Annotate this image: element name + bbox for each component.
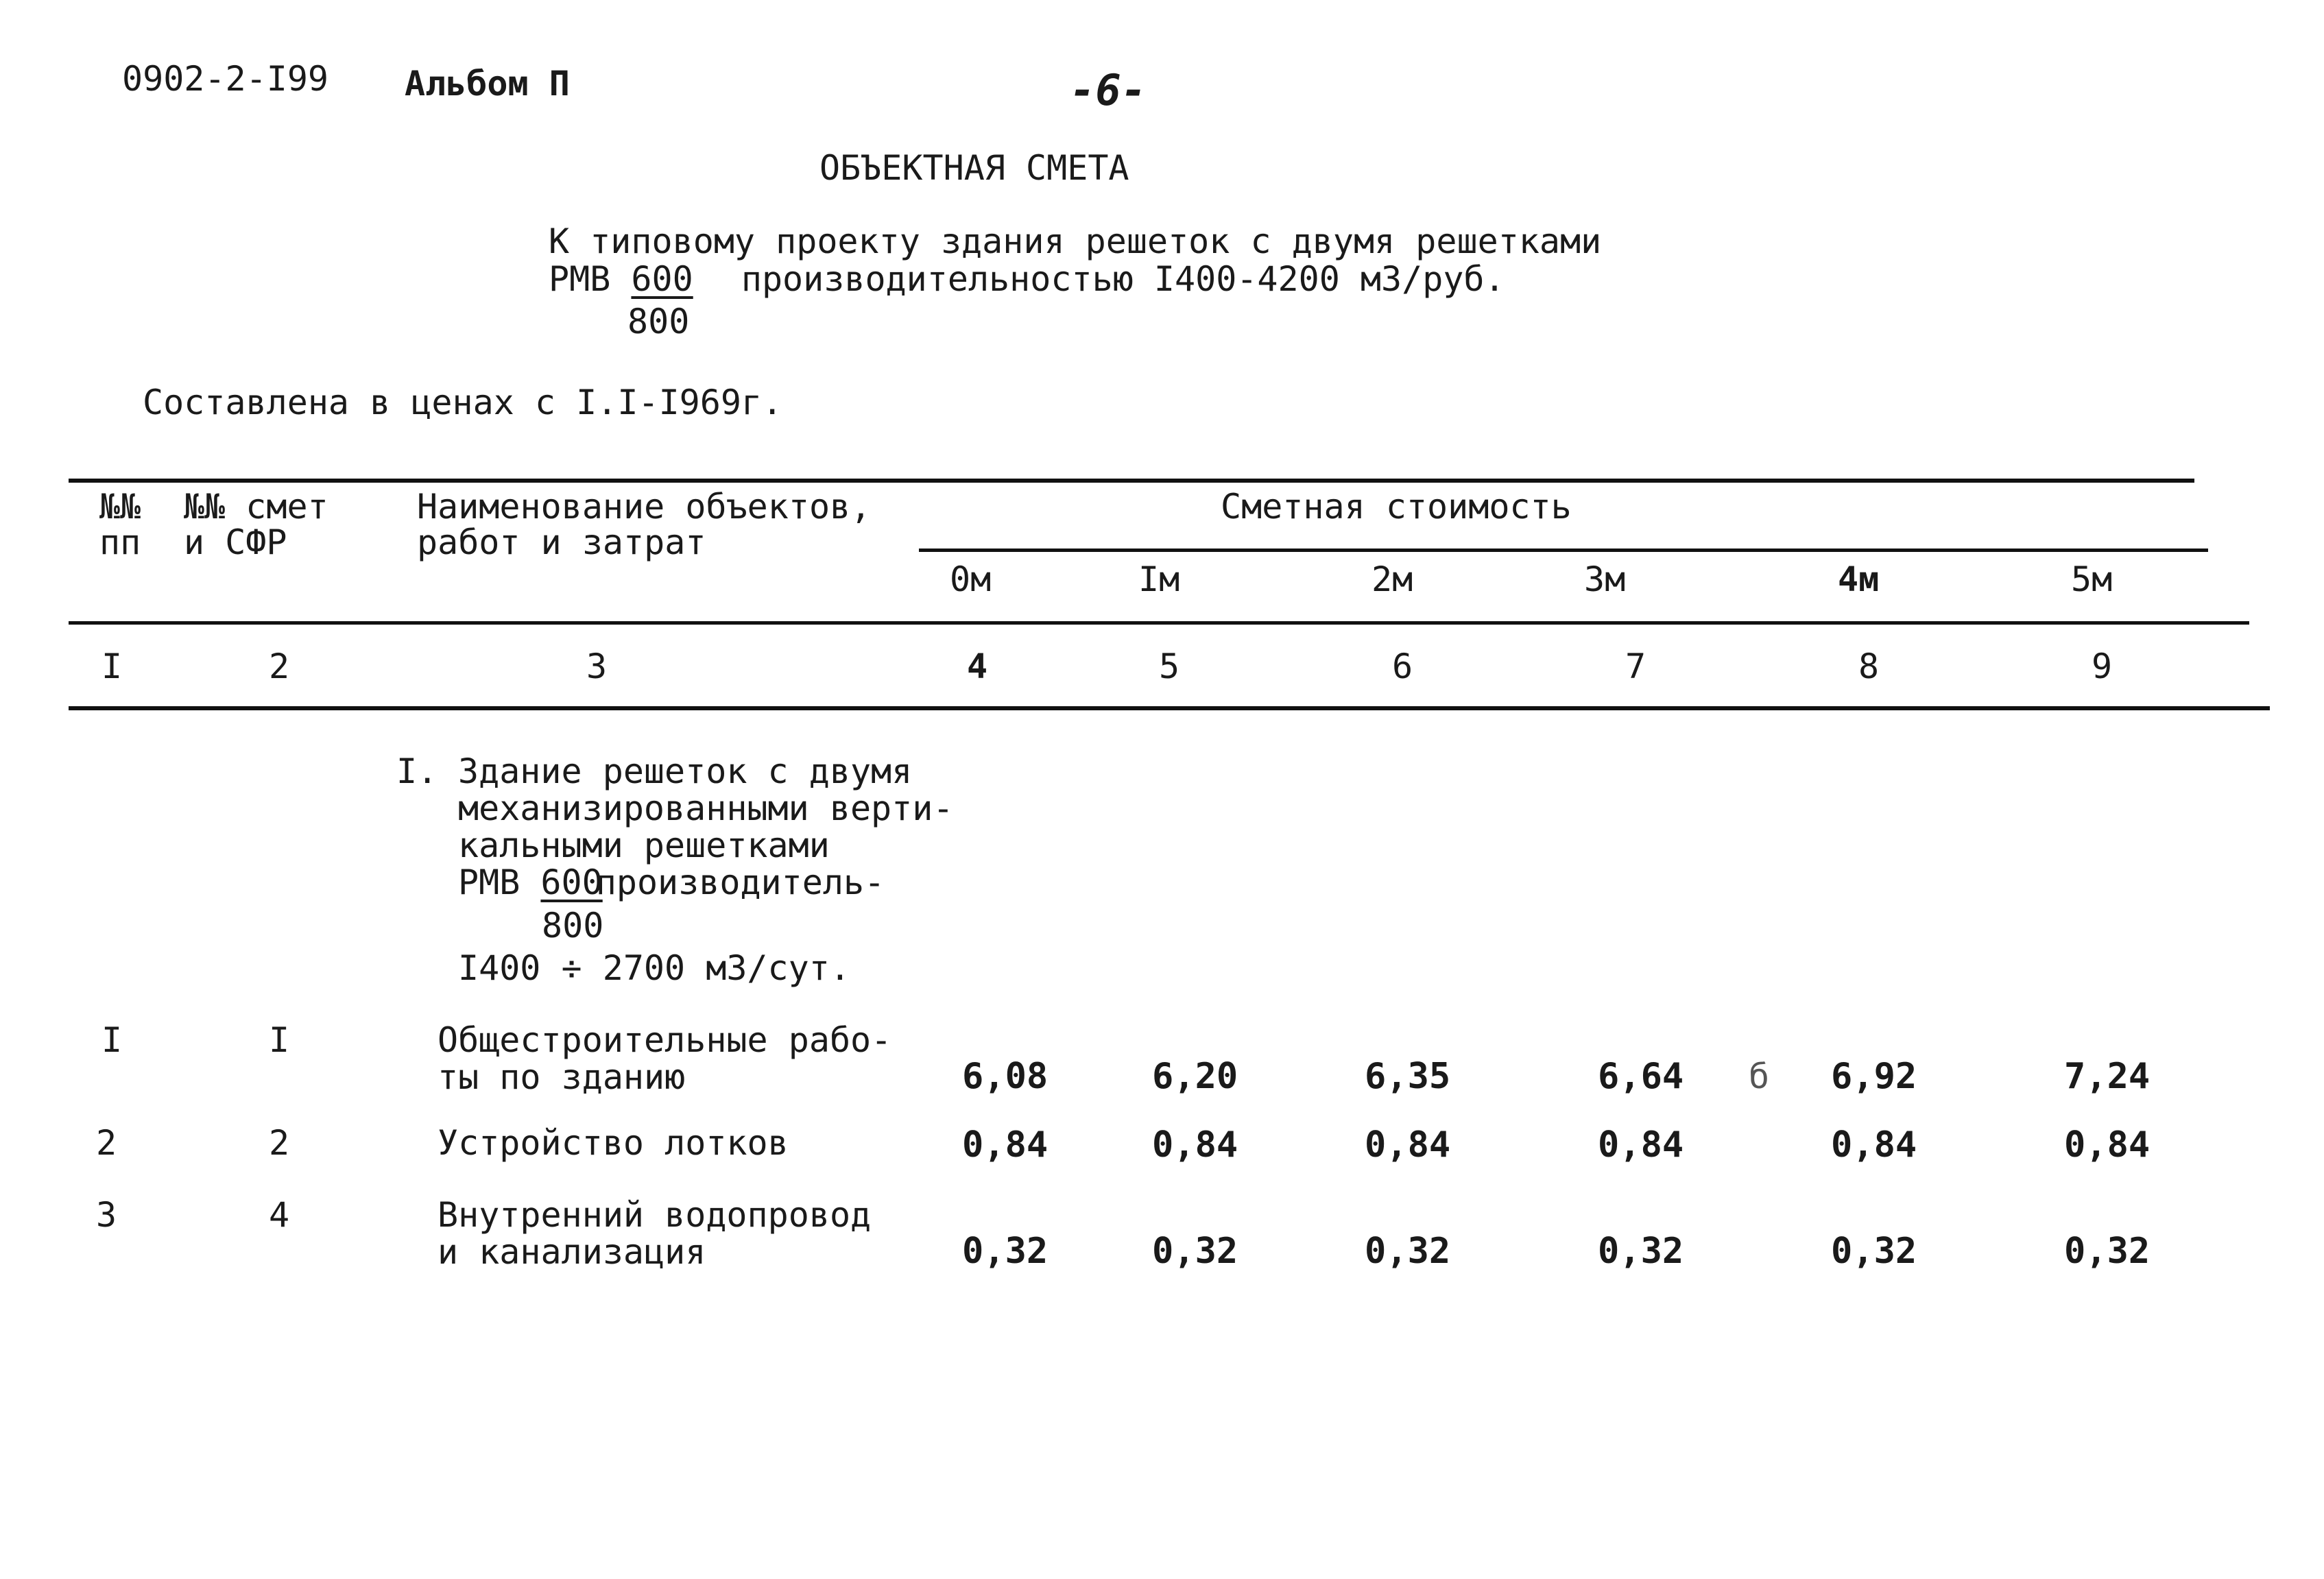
header-cost-4m: 4м (1838, 559, 1880, 599)
col-number-2: 2 (269, 647, 290, 686)
section-rmv-rest: производитель- (595, 863, 885, 902)
section-rmv-numerator: 600 (540, 863, 603, 902)
section-line-1: Здание решеток с двумя (458, 751, 913, 791)
col-number-1: I (101, 647, 123, 686)
row-2-pp: 2 (96, 1123, 117, 1163)
col-number-4: 4 (967, 647, 988, 686)
row-1-value-1m: 6,20 (1152, 1056, 1238, 1097)
row-1-name-2: ты по зданию (438, 1057, 686, 1097)
page-number: -6- (1070, 65, 1147, 115)
header-cost-5m: 5м (2071, 559, 2113, 599)
row-1-margin-mark: б (1749, 1057, 1770, 1096)
cost-group-rule (919, 549, 2208, 552)
col-number-9: 9 (2092, 647, 2113, 686)
col-numbers-bottom-rule (69, 706, 2270, 710)
section-capacity: I400 ÷ 2700 м3/сут. (458, 948, 850, 988)
row-2-value-1m: 0,84 (1152, 1124, 1238, 1166)
section-rmv-prefix: РМВ (458, 863, 520, 902)
row-3-smet: 4 (269, 1195, 290, 1235)
row-2-value-0m: 0,84 (962, 1124, 1049, 1166)
row-3-pp: 3 (96, 1195, 117, 1235)
row-3-value-4m: 0,32 (1831, 1231, 1917, 1272)
header-bottom-rule (69, 621, 2249, 625)
subtitle-rest: производительностью I400-4200 м3/руб. (741, 259, 1505, 299)
header-cost-0m: 0м (950, 559, 992, 599)
row-1-value-2m: 6,35 (1365, 1056, 1451, 1097)
section-rmv-line (458, 864, 885, 901)
row-2-value-5m: 0,84 (2064, 1124, 2151, 1166)
row-3-value-1m: 0,32 (1152, 1231, 1238, 1272)
header-pp-1: №№ (99, 487, 141, 527)
document-code: 0902-2-I99 (122, 59, 329, 99)
header-cost-group: Сметная стоимость (1221, 487, 1572, 527)
subtitle-fraction-numerator: 600 (631, 259, 693, 299)
row-2-name-1: Устройство лотков (438, 1123, 789, 1163)
header-smet-2: и СФР (184, 522, 287, 562)
album-label: Альбом П (405, 64, 570, 104)
row-2-value-4m: 0,84 (1831, 1124, 1917, 1166)
row-1-value-5m: 7,24 (2064, 1056, 2151, 1097)
col-number-3: 3 (586, 647, 608, 686)
section-rmv-denominator: 800 (542, 906, 604, 945)
row-3-name-2: и канализация (438, 1232, 706, 1272)
row-1-smet: I (269, 1020, 290, 1060)
section-number: I. (396, 751, 438, 791)
row-1-value-4m: 6,92 (1831, 1056, 1917, 1097)
row-3-value-2m: 0,32 (1365, 1231, 1451, 1272)
header-cost-3m: 3м (1584, 559, 1626, 599)
row-3-value-5m: 0,32 (2064, 1231, 2151, 1272)
header-cost-2m: 2м (1371, 559, 1413, 599)
row-1-value-3m: 6,64 (1598, 1056, 1684, 1097)
subtitle-line-1: К типовому проекту здания решеток с двумя решетками (549, 221, 1602, 261)
col-number-5: 5 (1159, 647, 1180, 686)
row-2-value-2m: 0,84 (1365, 1124, 1451, 1166)
header-cost-1m: Iм (1138, 559, 1180, 599)
col-number-7: 7 (1625, 647, 1646, 686)
col-number-6: 6 (1392, 647, 1413, 686)
document-title: ОБЪЕКТНАЯ СМЕТА (819, 148, 1129, 188)
row-3-name-1: Внутренний водопровод (438, 1195, 872, 1235)
section-line-3: кальными решетками (458, 825, 830, 865)
subtitle-prefix: РМВ (549, 259, 611, 299)
header-pp-2: пп (99, 522, 141, 562)
col-number-8: 8 (1858, 647, 1880, 686)
header-name-1: Наименование объектов, (417, 487, 872, 527)
subtitle-fraction-denominator: 800 (627, 302, 690, 341)
row-1-value-0m: 6,08 (962, 1056, 1049, 1097)
prices-note: Составлена в ценах с I.I-I969г. (143, 383, 783, 422)
row-3-value-3m: 0,32 (1598, 1231, 1684, 1272)
row-1-pp: I (101, 1020, 123, 1060)
header-name-2: работ и затрат (417, 522, 706, 562)
row-3-value-0m: 0,32 (962, 1231, 1049, 1272)
row-2-smet: 2 (269, 1123, 290, 1163)
table-top-rule (69, 479, 2194, 483)
row-2-value-3m: 0,84 (1598, 1124, 1684, 1166)
subtitle-line-2 (549, 261, 1505, 298)
row-1-name-1: Общестроительные рабо- (438, 1020, 892, 1060)
section-line-2: механизированными верти- (458, 788, 954, 828)
header-smet-1: №№ смет (184, 487, 328, 527)
